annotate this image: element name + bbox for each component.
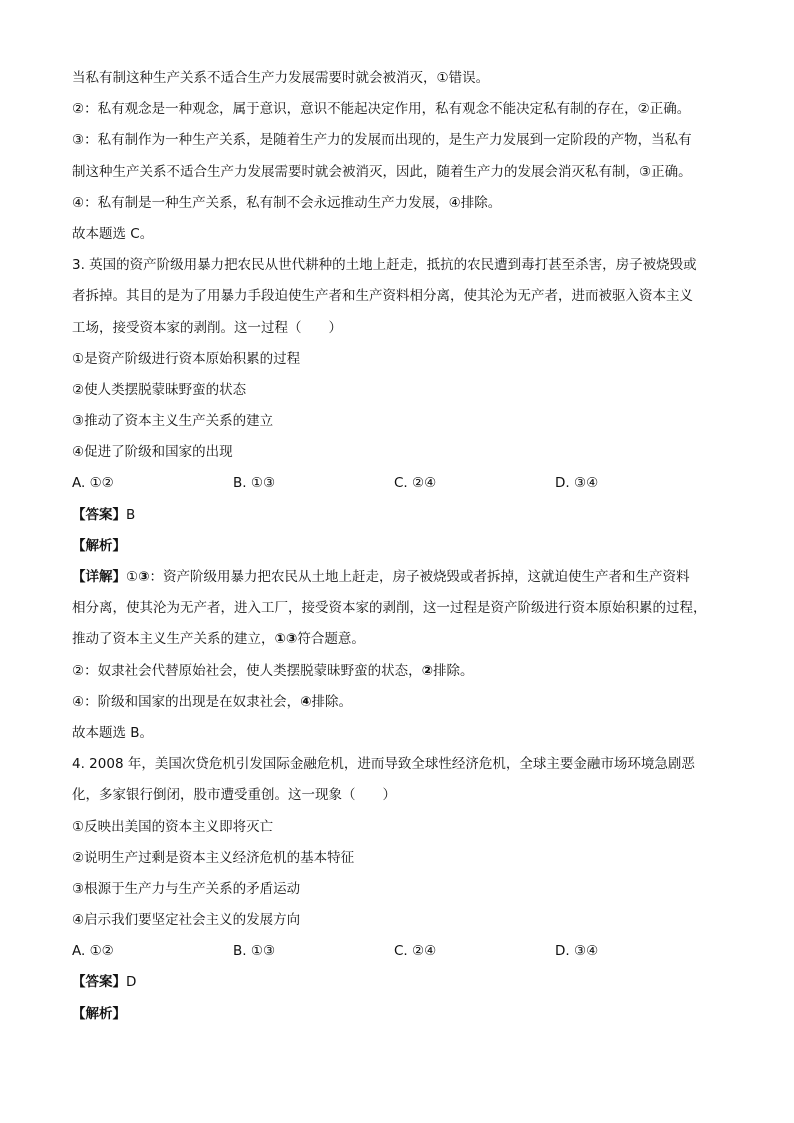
- q3-detail-line-2: 相分离，使其沦为无产者，进入工厂，接受资本家的剥削，这一过程是资产阶级进行资本原始积累的过程，: [72, 600, 707, 617]
- q3-stem-line-2: 者拆掉。其目的是为了用暴力手段迫使生产者和生产资料相分离，使其沦为无产者，进而被驱入资本主义: [72, 288, 693, 305]
- q4-analysis-tag: 【解析】: [72, 1005, 126, 1022]
- q3-answer-tag: 【答案】: [72, 506, 126, 523]
- q4-option-c: C. ②④: [394, 943, 437, 960]
- q2-analysis-line-1: 当私有制这种生产关系不适合生产力发展需要时就会被消灭，①错误。: [72, 70, 490, 86]
- q3-detail-line-4-bold: ②: [421, 662, 434, 679]
- q3-option-c: C. ②④: [394, 475, 437, 492]
- q3-analysis-heading: [72, 531, 738, 562]
- q3-detail-line-5-pre: ④：阶级和国家的出现是在奴隶社会，: [72, 693, 301, 710]
- q3-detail-prefix: ①: [126, 569, 139, 585]
- q4-item-4: ④启示我们要坚定社会主义的发展方向: [72, 912, 301, 929]
- q3-detail-line-3-post: 符合题意。: [297, 631, 365, 648]
- q3-stem-line-1: 3. 英国的资产阶级用暴力把农民从世代耕种的土地上赶走，抵抗的农民遭到毒打甚至杀害，房子被烧毁或: [72, 257, 697, 274]
- q3-detail-line-3: [72, 624, 738, 655]
- q3-item-1: ①是资产阶级进行资本原始积累的过程: [72, 350, 301, 367]
- q3-options: [72, 468, 738, 499]
- q3-detail-line-4-pre: ②：奴隶社会代替原始社会，使人类摆脱蒙昧野蛮的状态，: [72, 662, 422, 679]
- q4-answer-tag: 【答案】: [72, 974, 126, 991]
- q4-answer: [72, 967, 738, 998]
- q3-stem-line-3: 工场，接受资本家的剥削。这一过程（ ）: [72, 319, 342, 336]
- q3-detail-bold-3: ③: [138, 569, 150, 585]
- q4-item-1: ①反映出美国的资本主义即将灭亡: [72, 818, 274, 835]
- q4-item-3: ③根源于生产力与生产关系的矛盾运动: [72, 880, 301, 897]
- q3-item-3: ③推动了资本主义生产关系的建立: [72, 413, 274, 430]
- q3-option-b: B. ①③: [233, 475, 276, 492]
- q3-item-4: ④促进了阶级和国家的出现: [72, 444, 233, 461]
- q4-stem-line-2: 化，多家银行倒闭，股市遭受重创。这一现象（ ）: [72, 787, 396, 804]
- q3-detail-line-5-bold: ④: [300, 693, 312, 710]
- q3-answer-value: B: [126, 506, 136, 523]
- q3-conclusion: 故本题选 B。: [72, 724, 154, 741]
- q4-option-d: D. ③④: [555, 943, 599, 960]
- q3-detail-tag: 【详解】: [72, 569, 126, 585]
- q3-item-2: ②使人类摆脱蒙昧野蛮的状态: [72, 381, 247, 398]
- q4-options: [72, 936, 738, 967]
- q4-option-b: B. ①③: [233, 943, 276, 960]
- q2-analysis-line-3b: 制这种生产关系不适合生产力发展需要时就会被消灭，因此，随着生产力的发展会消灭私有制，③正确。: [72, 163, 692, 180]
- q3-detail-line-5-post: 排除。: [311, 693, 353, 710]
- q4-analysis-heading: [72, 999, 738, 1030]
- q3-detail-line-1-rest: ：资产阶级用暴力把农民从土地上赶走，房子被烧毁或者拆掉，这就迫使生产者和生产资料: [149, 569, 690, 585]
- q3-detail-line-5: [72, 687, 738, 718]
- q2-conclusion: 故本题选 C。: [72, 225, 154, 242]
- q3-option-d: D. ③④: [555, 475, 599, 492]
- q2-analysis-line-3a: ③：私有制作为一种生产关系，是随着生产力的发展而出现的，是生产力发展到一定阶段的产物，当私有: [72, 132, 692, 149]
- q3-answer: [72, 500, 738, 531]
- q3-detail-line-1: [72, 562, 738, 593]
- q3-analysis-tag: 【解析】: [72, 537, 126, 554]
- q4-item-2: ②说明生产过剩是资本主义经济危机的基本特征: [72, 849, 355, 866]
- q2-analysis-line-2: ②：私有观念是一种观念，属于意识，意识不能起决定作用，私有观念不能决定私有制的存在，②正确。: [72, 101, 691, 118]
- q3-detail-line-4-post: 排除。: [433, 662, 474, 679]
- q3-option-a: A. ①②: [72, 475, 114, 492]
- q4-answer-value: D: [126, 974, 137, 991]
- q4-option-a: A. ①②: [72, 943, 114, 960]
- q3-detail-line-4: [72, 656, 738, 687]
- q2-analysis-line-4: ④：私有制是一种生产关系，私有制不会永远推动生产力发展，④排除。: [72, 194, 502, 211]
- q3-detail-line-3-pre: 推动了资本主义生产关系的建立，: [72, 631, 275, 648]
- q4-stem-line-1: 4. 2008 年，美国次贷危机引发国际金融危机，进而导致全球性经济危机，全球主要金融市场环境急剧恶: [72, 756, 695, 773]
- q3-detail-line-3-bold: ①③: [274, 631, 298, 648]
